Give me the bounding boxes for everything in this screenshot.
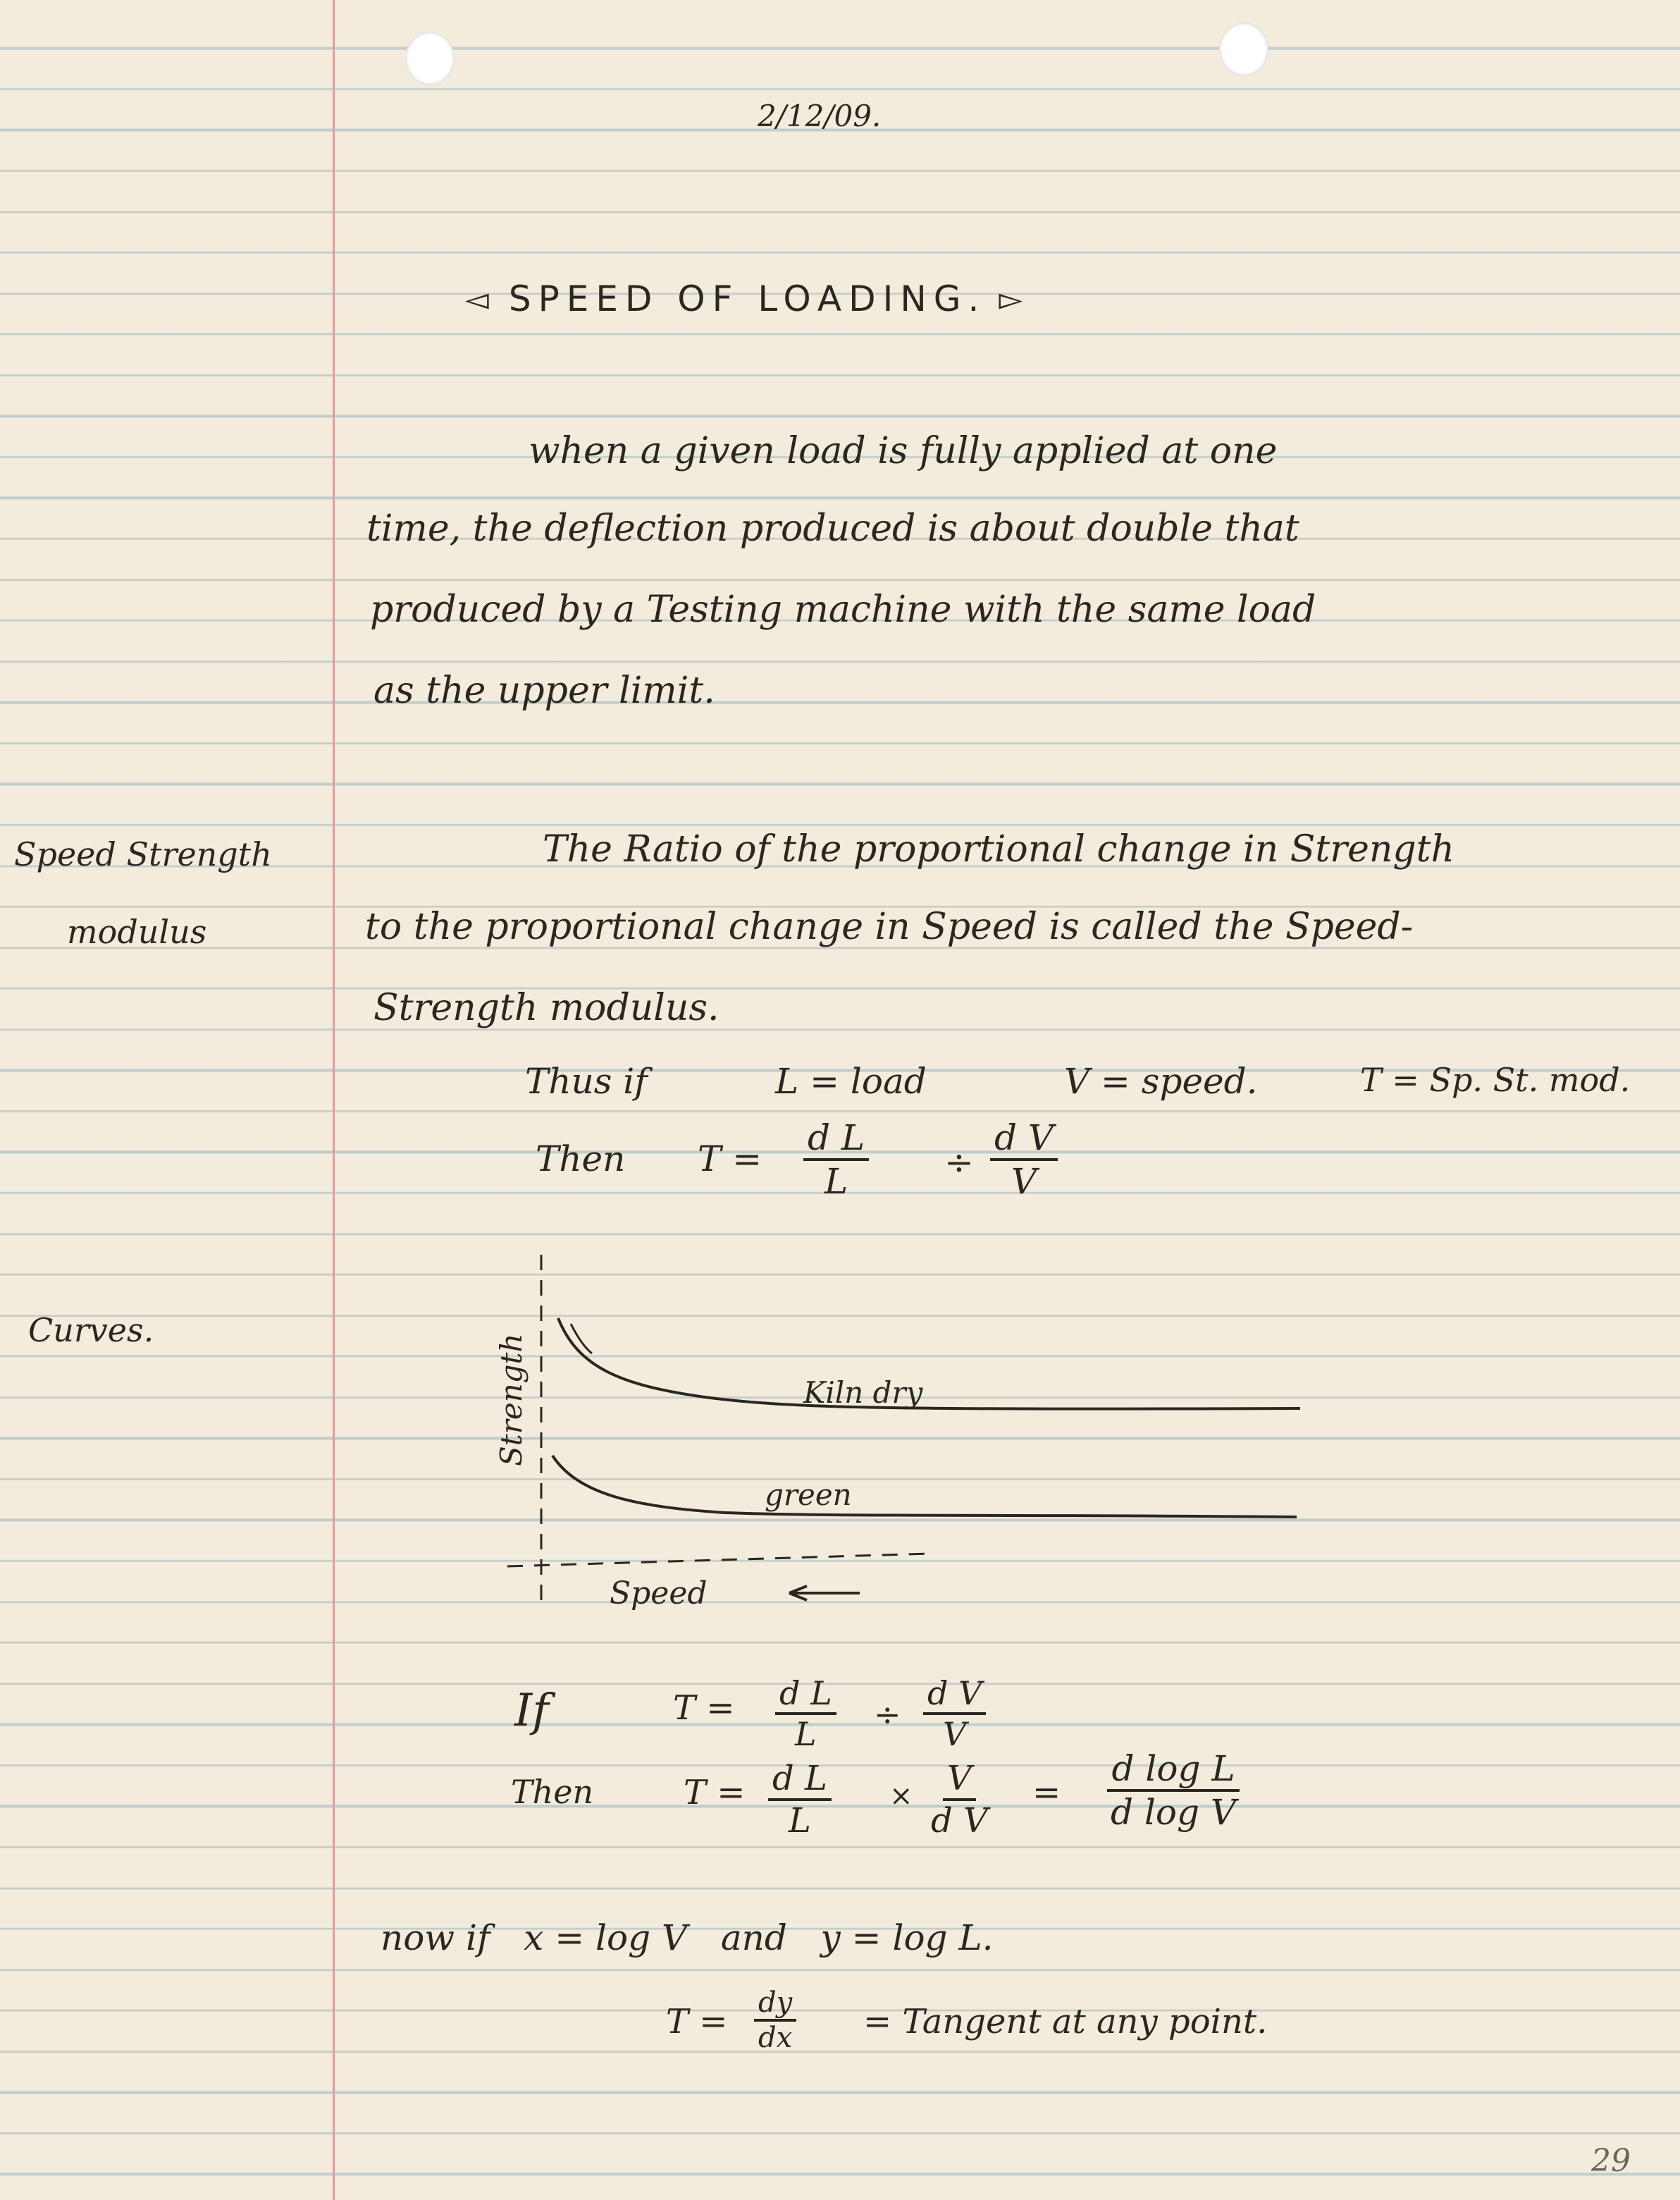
page-title-row: [465, 278, 1030, 319]
page-title: SPEED OF LOADING.: [508, 278, 987, 319]
title-arrow-right-icon: ▻: [999, 281, 1030, 317]
margin-rule: [333, 0, 335, 2200]
paragraph1-line1: when a given load is fully applied at one: [529, 430, 1278, 472]
thus-if: Thus if: [525, 1061, 648, 1102]
punch-hole-right: [1219, 23, 1268, 76]
eq2-den1: L: [795, 1715, 817, 1753]
eq1-num1: d L: [803, 1117, 869, 1161]
eq2-num2: d V: [923, 1674, 986, 1715]
eq3-num3: d log L: [1107, 1748, 1239, 1792]
sketch-label-kiln-dry: Kiln dry: [803, 1375, 923, 1410]
title-arrow-left-icon: ◅: [465, 281, 496, 317]
eq1-lhs: T =: [698, 1138, 762, 1179]
eq3-num2: V: [943, 1759, 976, 1801]
eq2-lhs: T =: [673, 1688, 735, 1728]
eq2-fraction-1: [775, 1674, 836, 1753]
paragraph1-line4: as the upper limit.: [373, 670, 715, 712]
margin-note-modulus: modulus: [67, 913, 207, 951]
eq3-fraction-2: [927, 1759, 992, 1840]
eq5-num: dy: [754, 1986, 796, 2022]
eq1-den2: V: [1011, 1161, 1037, 1202]
eq3-den3: d log V: [1111, 1792, 1237, 1833]
sketch-x-label: Speed: [610, 1575, 708, 1611]
eq5-lhs: T =: [666, 2002, 728, 2041]
eq3-lhs: T =: [684, 1773, 746, 1812]
eq1-fraction-1: [803, 1117, 869, 1202]
paragraph2-line3: Strength modulus.: [373, 987, 719, 1029]
definition-modulus: T = Sp. St. mod.: [1360, 1061, 1631, 1099]
margin-note-speed-strength: Speed Strength: [14, 835, 272, 873]
eq2-den2: V: [943, 1715, 967, 1753]
eq3-fraction-1: [768, 1759, 832, 1840]
eq3-lead: Then: [511, 1773, 594, 1811]
sketch-arrow-icon: [789, 1586, 860, 1600]
sketch-label-green: green: [765, 1477, 852, 1512]
eq1-den1: L: [824, 1161, 848, 1202]
date: 2/12/09.: [758, 99, 882, 133]
definition-load: L = load: [775, 1061, 927, 1102]
definition-speed: V = speed.: [1064, 1061, 1258, 1102]
eq3-multiply: ×: [889, 1780, 913, 1812]
eq1-divide: ÷: [944, 1142, 974, 1183]
eq3-fraction-3: [1106, 1748, 1240, 1833]
paragraph1-line2: time, the deflection produced is about double that: [366, 508, 1299, 550]
paragraph2-line2: to the proportional change in Speed is called the Speed-: [365, 906, 1414, 948]
eq2-divide: ÷: [874, 1695, 901, 1733]
eq5-rhs: = Tangent at any point.: [863, 2002, 1268, 2041]
eq2-lead: If: [514, 1685, 549, 1737]
eq3-den2: d V: [931, 1801, 988, 1840]
strength-speed-sketch: [493, 1241, 1339, 1621]
punch-hole-left: [405, 32, 455, 85]
eq3-den1: L: [788, 1801, 811, 1840]
paragraph1-line3: produced by a Testing machine with the same load: [370, 589, 1316, 631]
curve-kiln-dry-stroke: [571, 1324, 592, 1353]
curve-green: [552, 1456, 1297, 1517]
page-number: 29: [1591, 2143, 1631, 2179]
margin-note-curves: Curves.: [28, 1311, 154, 1349]
eq4-line: now if x = log V and y = log L.: [381, 1917, 994, 1958]
eq2-num1: d L: [775, 1674, 836, 1715]
eq2-fraction-2: [923, 1674, 986, 1753]
eq3-equals: =: [1032, 1773, 1061, 1812]
sketch-x-axis: [507, 1554, 930, 1566]
eq1-lead: Then: [536, 1138, 626, 1179]
paragraph2-line1: The Ratio of the proportional change in Strength: [543, 828, 1455, 871]
eq1-num2: d V: [990, 1117, 1058, 1161]
eq1-fraction-2: [990, 1117, 1058, 1202]
eq5-fraction: [754, 1986, 796, 2054]
curve-kiln-dry: [558, 1318, 1300, 1409]
eq5-den: dx: [758, 2022, 793, 2054]
sketch-y-label: Strength: [494, 1333, 529, 1466]
eq3-num1: d L: [768, 1759, 832, 1801]
